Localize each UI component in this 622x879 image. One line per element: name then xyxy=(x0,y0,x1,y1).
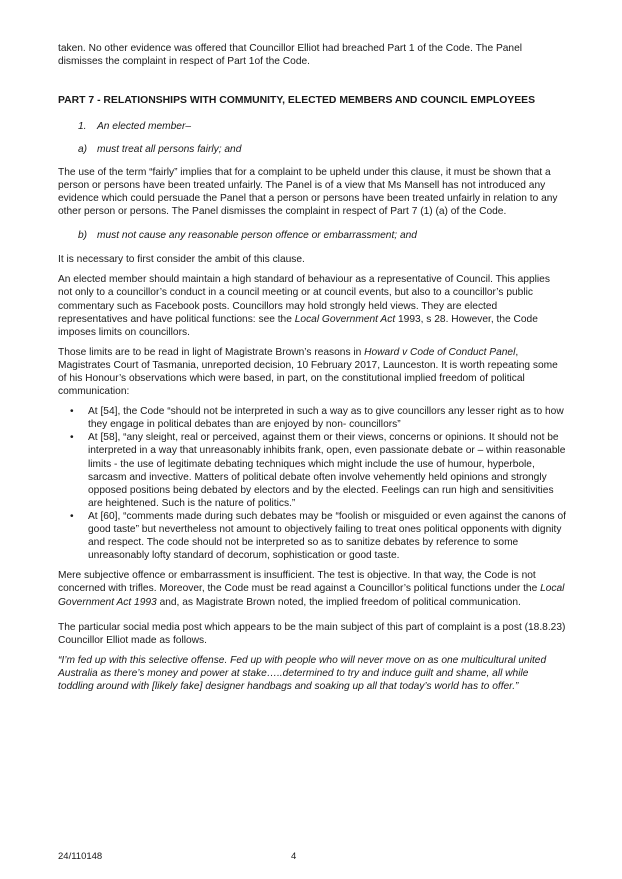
mere-act-citation: Local Government Act 1993 xyxy=(58,583,565,608)
clause-1-text: An elected member– xyxy=(97,120,192,132)
clause-1-label: 1. xyxy=(78,120,87,132)
list-item-text: At [58], “any sleight, real or perceived, against them or their views, concerns or opinions. It should not be interpreted in a way that unreasonably inhibits frank, open, even passionate debate or – within reasonable limits - the use of legitimate debating techniques which might include the use of humour, hyperbole, sarcasm and invective. Matters of political debate often involve vehemently held opinions and strongly opposed positions being debated by electors and by the elected. Feelings can run high and sensitivities are heightened. Such is the nature of politics.” xyxy=(88,432,566,509)
intro-paragraph: taken. No other evidence was offered that Councillor Elliot had breached Part 1 of the Code. The Panel dismisses the complaint in respect of Part 1of the Code. xyxy=(58,43,523,68)
list-item-text: At [54], the Code “should not be interpreted in such a way as to give councillors any lesser right as to how they engage in political debates than are enjoyed by non- councillors” xyxy=(88,406,564,431)
limits-case-citation: Howard v Code of Conduct Panel xyxy=(364,346,516,358)
page-number: 4 xyxy=(291,851,297,862)
clause-a-label: a) xyxy=(78,143,88,155)
standard-text-2: 1993, s 28. However, the Code imposes limits on councillors. xyxy=(58,313,538,338)
clause-a xyxy=(78,143,566,156)
clause-1 xyxy=(78,120,566,133)
clause-b-text: must not cause any reasonable person offence or embarrassment; and xyxy=(97,230,417,242)
limits-text-2: , Magistrates Court of Tasmania, unreported decision, 10 February 2017, Launceston. It is worth repeating some of his Honour’s observations which were based, in part, on the constitutional implied freedom of political communication: xyxy=(58,346,558,398)
bullet-icon: • xyxy=(70,432,74,444)
mere-offence-paragraph xyxy=(58,569,566,608)
bullet-icon: • xyxy=(70,406,74,418)
list-item xyxy=(58,431,566,510)
quoted-post: “I’m fed up with this selective offense. Fed up with people who will never move on as one multicultural united Australia as there’s money and power at stake…..determined to try and induce guilt and shame, all while toddling around with [likely fake] designer handbags and soaking up all that today’s world has to offer.” xyxy=(58,654,547,692)
section-heading: PART 7 - RELATIONSHIPS WITH COMMUNITY, ELECTED MEMBERS AND COUNCIL EMPLOYEES xyxy=(58,95,536,107)
ambit-paragraph: It is necessary to first consider the ambit of this clause. xyxy=(58,254,305,266)
list-item xyxy=(58,405,566,431)
list-item-text: At [60], “comments made during such debates may be “foolish or misguided or even against the canons of good taste” but nevertheless not amount to objectively failing to treat ones political opponents with dignity and respect. The code should not be interpreted so as to sanitize debates by reference to some unreasonably lofty standard of decorum, sophistication or good taste. xyxy=(88,510,566,562)
clause-a-text: must treat all persons fairly; and xyxy=(97,143,242,155)
limits-paragraph xyxy=(58,346,566,398)
standard-text-1: An elected member should maintain a high standard of behaviour as a representative of Council. This applies not only to a councillor’s conduct in a council meeting or at council events, but also to a councillor’s public commentary such as Facebook posts. Councillors may hold strongly held views. They are elected representatives and have political functions: see the xyxy=(58,274,550,325)
limits-text-1: Those limits are to be read in light of Magistrate Brown’s reasons in xyxy=(58,346,365,358)
standard-act-citation: Local Government Act xyxy=(294,313,396,325)
observations-list xyxy=(58,405,566,562)
document-reference: 24/110148 xyxy=(58,851,103,862)
social-media-paragraph: The particular social media post which appears to be the main subject of this part of complaint is a post (18.8.23) Councillor Elliot made as follows. xyxy=(58,621,566,646)
mere-text-2: and, as Magistrate Brown noted, the implied freedom of political communication. xyxy=(156,596,521,608)
clause-b-label: b) xyxy=(78,230,88,242)
document-page xyxy=(58,42,566,693)
standard-paragraph xyxy=(58,273,566,338)
bullet-icon: • xyxy=(70,510,74,522)
list-item xyxy=(58,510,566,562)
fairly-paragraph: The use of the term “fairly” implies that for a complaint to be upheld under this clause, it must be shown that a person or persons have been treated unfairly. The Panel is of a view that Ms Mansell has not introduced any evidence which could persuade the Panel that a person or persons have been treated unfairly in relation to any other person or persons. The Panel dismisses the complaint in respect of Part 7 (1) (a) of the Code. xyxy=(58,166,558,218)
clause-b xyxy=(78,229,566,242)
mere-text-1: Mere subjective offence or embarrassment is insufficient. The test is objective. In that way, the Code is not concerned with trifles. Moreover, the Code must be read against a Councillor’s political functions under the xyxy=(58,570,541,595)
